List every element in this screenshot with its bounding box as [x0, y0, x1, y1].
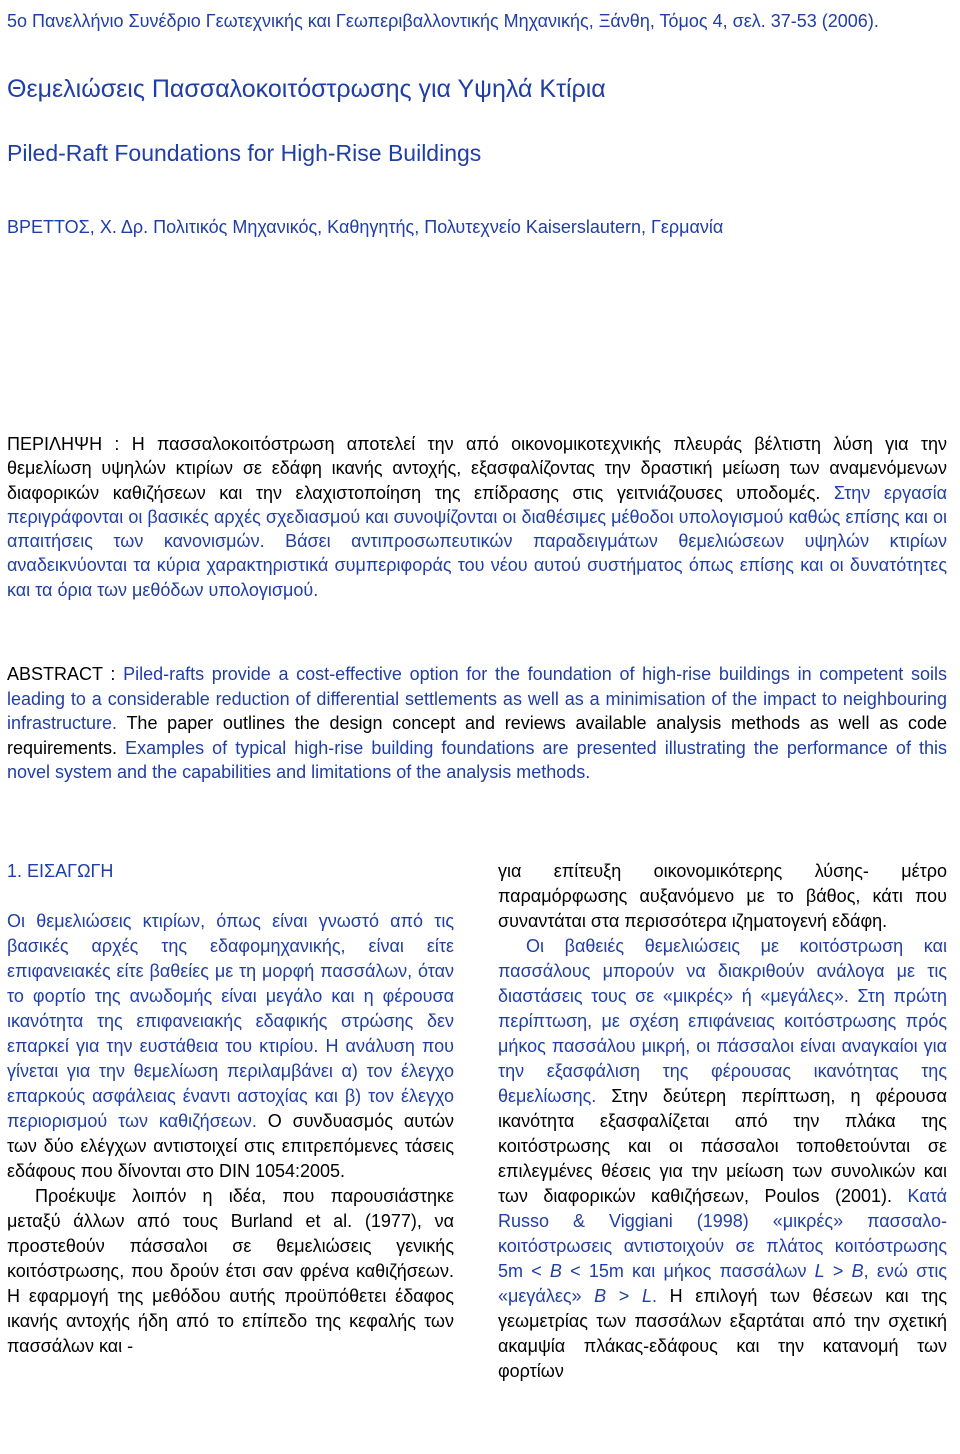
text-run: Κατά Russo & Viggiani (1998) «μικρές» πασσαλο-κοιτόστρωσεις αντιστοιχούν σε πλάτος κοιτόστρωσης 5m <: [498, 1186, 947, 1281]
abstract-english-sentence-1: Piled-rafts provide a cost-effective option for the foundation of high-rise buildings in competent soils leading to a considerable reduction of differential settlements as well as a minimisation of the impact to neighbouring infrastructure.: [7, 664, 948, 734]
body-column-right: [498, 859, 947, 1384]
title-greek: Θεμελιώσεις Πασσαλοκοιτόστρωσης για Υψηλά Κτίρια: [7, 75, 606, 103]
abstract-greek-sentence-3: Βάσει αντιπροσωπευτικών παραδειγμάτων θεμελιώσεων υψηλών κτιρίων αναδεικνύονται τα κύρια χαρακτηριστικά συμπεριφοράς του νέου αυτού συστήματος όπως επίσης και οι δυνατότητες και τα όρια των μεθόδων υπολογισμού.: [7, 531, 947, 600]
paragraph-sentence: Ο συνδυασμός αυτών των δύο ελέγχων αντιστοιχεί στις επιτρεπόμενες τάσεις εδάφους που δίνονται στο DIN 1054:2005.: [7, 1111, 455, 1181]
section-heading-introduction: 1. ΕΙΣΑΓΩΓΗ: [7, 861, 114, 881]
paragraph-sentence: Στη πρώτη περίπτωση, με σχέση επιφάνειας κοιτόστρωσης πρός μήκος πασσάλου μικρή, οι πάσσαλοι είναι αναγκαίοι για την εξασφάλιση της φέρουσας ικανότητας της θεμελίωσης.: [498, 986, 947, 1106]
paragraph-sentence: Οι βαθειές θεμελιώσεις με κοιτόστρωση και πασσάλους μπορούν να διακριθούν ανάλογα με τις διαστάσεις τους σε «μικρές» ή «μεγάλες».: [498, 936, 947, 1006]
paragraph-sentence: Προέκυψε λοιπόν η ιδέα, που παρουσιάστηκε μεταξύ άλλων από τους Burland et al. (1977), να προστεθούν πάσσαλοι σε θεμελιώσεις γενικής κοιτόστρωσης, που δρούν έτσι σαν φρένα καθιζήσεων.: [7, 1186, 454, 1281]
paragraph: [7, 1184, 454, 1359]
title-english: Piled-Raft Foundations for High-Rise Buildings: [7, 140, 482, 166]
author-line: ΒΡΕΤΤΟΣ, Χ. Δρ. Πολιτικός Μηχανικός, Καθηγητής, Πολυτεχνείο Kaiserslautern, Γερμανία: [7, 217, 724, 237]
paragraph: [498, 934, 947, 1384]
abstract-greek-sentence-1: Η πασσαλοκοιτόστρωση αποτελεί την από οικονομικοτεχνικής πλευράς βέλτιστη λύση για την θεμελίωση υψηλών κτιρίων σε εδάφη ικανής αντοχής, εξασφαλίζοντας την δραστική μείωση των αναμενόμενων διαφορικών καθιζήσεων και την ελαχιστοποίηση της επίδρασης στις γειτνιάζουσες υποδομές.: [7, 434, 947, 503]
body-column-left: [7, 859, 454, 1359]
paragraph-sentence: Στην δεύτερη περίπτωση, η φέρουσα ικανότητα εξασφαλίζεται από την πλάκα της κοιτόστρωσης και οι πάσσαλοι τοποθετούνται σε επιλεγμένες θέσεις για την μείωση των συνολικών και των διαφορικών καθιζήσεων, Poulos (2001).: [498, 1086, 947, 1206]
math-symbol: L: [641, 1286, 652, 1306]
journal-reference: 5ο Πανελλήνιο Συνέδριο Γεωτεχνικής και Γεωπεριβαλλοντικής Μηχανικής, Ξάνθη, Τόμος 4, σελ. 37-53 (2006).: [7, 11, 879, 31]
text-run: .: [651, 1286, 670, 1306]
abstract-english-sentence-2: The paper outlines the design concept and reviews available analysis methods as well as code requirements.: [7, 713, 947, 758]
text-run: , ενώ στις «μεγάλες»: [498, 1261, 947, 1306]
abstract-english: [7, 662, 947, 785]
math-symbol: B: [549, 1261, 562, 1281]
abstract-greek: [7, 432, 947, 602]
paragraph-sentence: Οι θεμελιώσεις κτιρίων, όπως είναι γνωστό από τις βασικές αρχές της εδαφομηχανικής, είναι είτε επιφανειακές είτε βαθείες με τη μορφή πασσάλων, όταν το φορτίο της ανωδομής είναι μεγάλο και η φέρουσα ικανότητα της επιφανειακής εδαφικής στρώσης δεν επαρκεί για την ευστάθεια του κτιρίου.: [7, 911, 454, 1056]
abstract-english-sentence-3: Examples of typical high-rise building foundations are presented illustrating the performance of this novel system and the capabilities and limitations of the analysis methods.: [7, 737, 947, 783]
abstract-english-label: ABSTRACT :: [7, 664, 124, 684]
math-symbol: L: [814, 1261, 825, 1281]
math-symbol: B: [851, 1261, 864, 1281]
text-run: < 15m και μήκος πασσάλων: [561, 1261, 815, 1281]
abstract-greek-label: ΠΕΡΙΛΗΨΗ :: [7, 434, 132, 454]
paragraph-sentence: Η επιλογή των θέσεων και της γεωμετρίας των πασσάλων εξαρτάται από την σχετική ακαμψία πλάκας-εδάφους και την κατανομή των φορτίων: [498, 1286, 947, 1381]
paragraph: για επίτευξη οικονομικότερης λύσης- μέτρο παραμόρφωσης αυξανόμενο με το βάθος, κάτι που συναντάται στα περισσότερα ιζηματογενή εδάφη.: [498, 861, 947, 931]
abstract-greek-sentence-2: Στην εργασία περιγράφονται οι βασικές αρχές σχεδιασμού και συνοψίζονται οι διαθέσιμες μέθοδοι υπολογισμού καθώς επίσης και οι απαιτήσεις των κανονισμών.: [7, 482, 948, 552]
math-symbol: B: [594, 1286, 607, 1306]
paragraph-sentence: Η εφαρμογή της μεθόδου αυτής προϋπόθετει έδαφος ικανής αντοχής ήδη από το επίπεδο της κεφαλής των πασσάλων και -: [7, 1286, 454, 1356]
paragraph: [7, 909, 454, 1184]
text-run: >: [606, 1286, 642, 1306]
paragraph-sentence: Η ανάλυση που γίνεται για την θεμελίωση περιλαμβάνει α) τον έλεγχο επαρκούς ασφάλειας έναντι αστοχίας και β) τον έλεγχο περιορισμού των καθιζήσεων.: [7, 1036, 454, 1131]
text-run: >: [824, 1261, 852, 1281]
